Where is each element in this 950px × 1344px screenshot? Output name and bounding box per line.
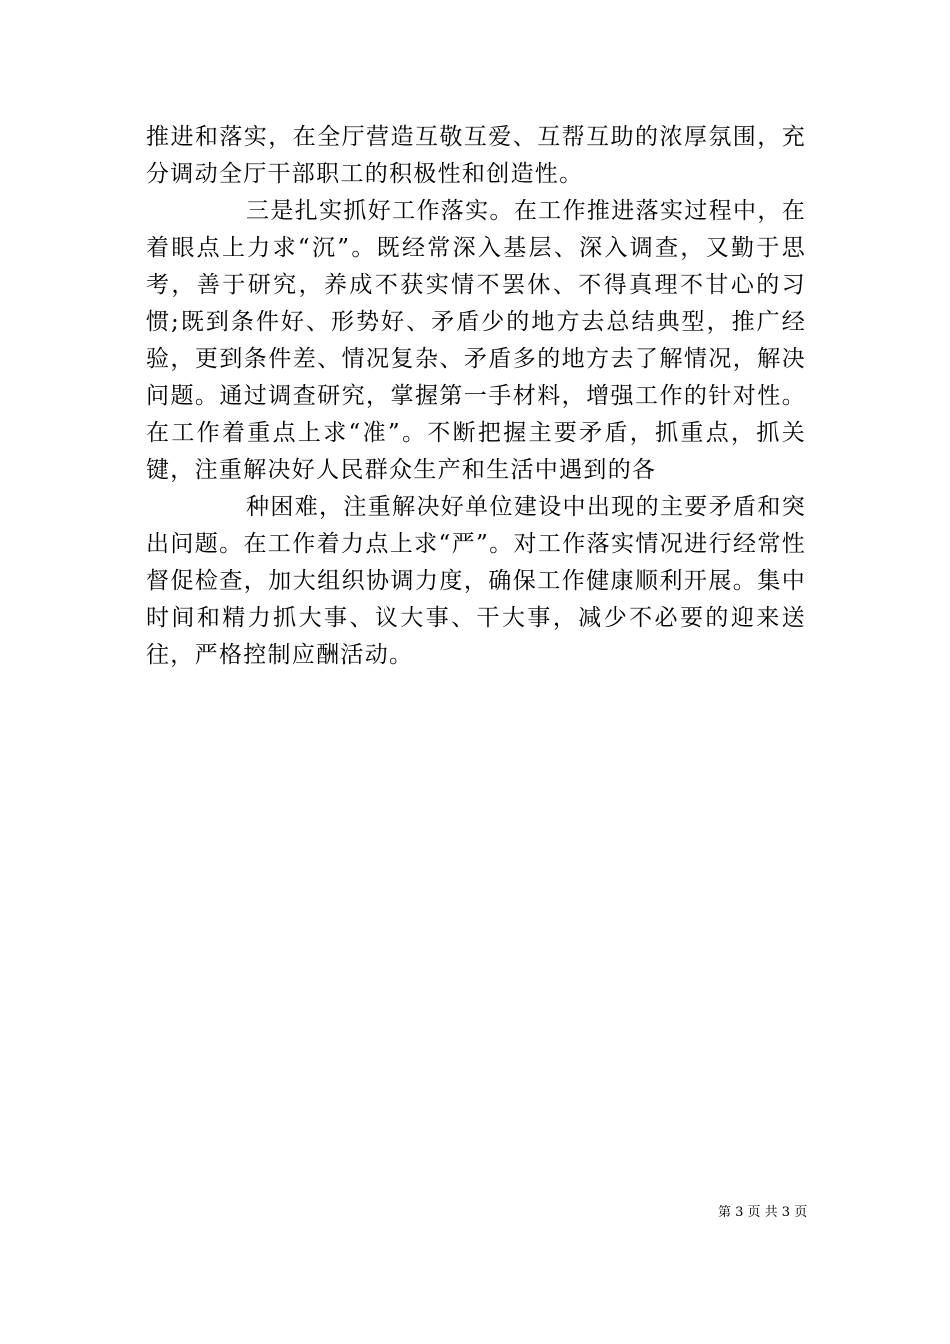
document-body [146,119,806,674]
paragraph-continuation: 推进和落实，在全厅营造互敬互爱、互帮互助的浓厚氛围，充分调动全厅干部职工的积极性和创造性。 [146,124,806,187]
page-number: 第 3 页 共 3 页 [718,1205,808,1220]
paragraph-work-implementation: 三是扎实抓好工作落实。在工作推进落实过程中，在着眼点上力求“沉”。既经常深入基层、深入调查，又勤于思考，善于研究，养成不获实情不罢休、不得真理不甘心的习惯;既到条件好、形势好、矛盾少的地方去总结典型，推广经验，更到条件差、情况复杂、矛盾多的地方去了解情况，解决问题。通过调查研究，掌握第一手材料，增强工作的针对性。在工作着重点上求“准”。不断把握主要矛盾，抓重点，抓关键，注重解决好人民群众生产和生活中遇到的各 [146,198,806,483]
paragraph-difficulties: 种困难，注重解决好单位建设中出现的主要矛盾和突出问题。在工作着力点上求“严”。对工作落实情况进行经常性督促检查，加大组织协调力度，确保工作健康顺利开展。集中时间和精力抓大事、议大事、干大事，减少不必要的迎来送往，严格控制应酬活动。 [146,494,806,668]
